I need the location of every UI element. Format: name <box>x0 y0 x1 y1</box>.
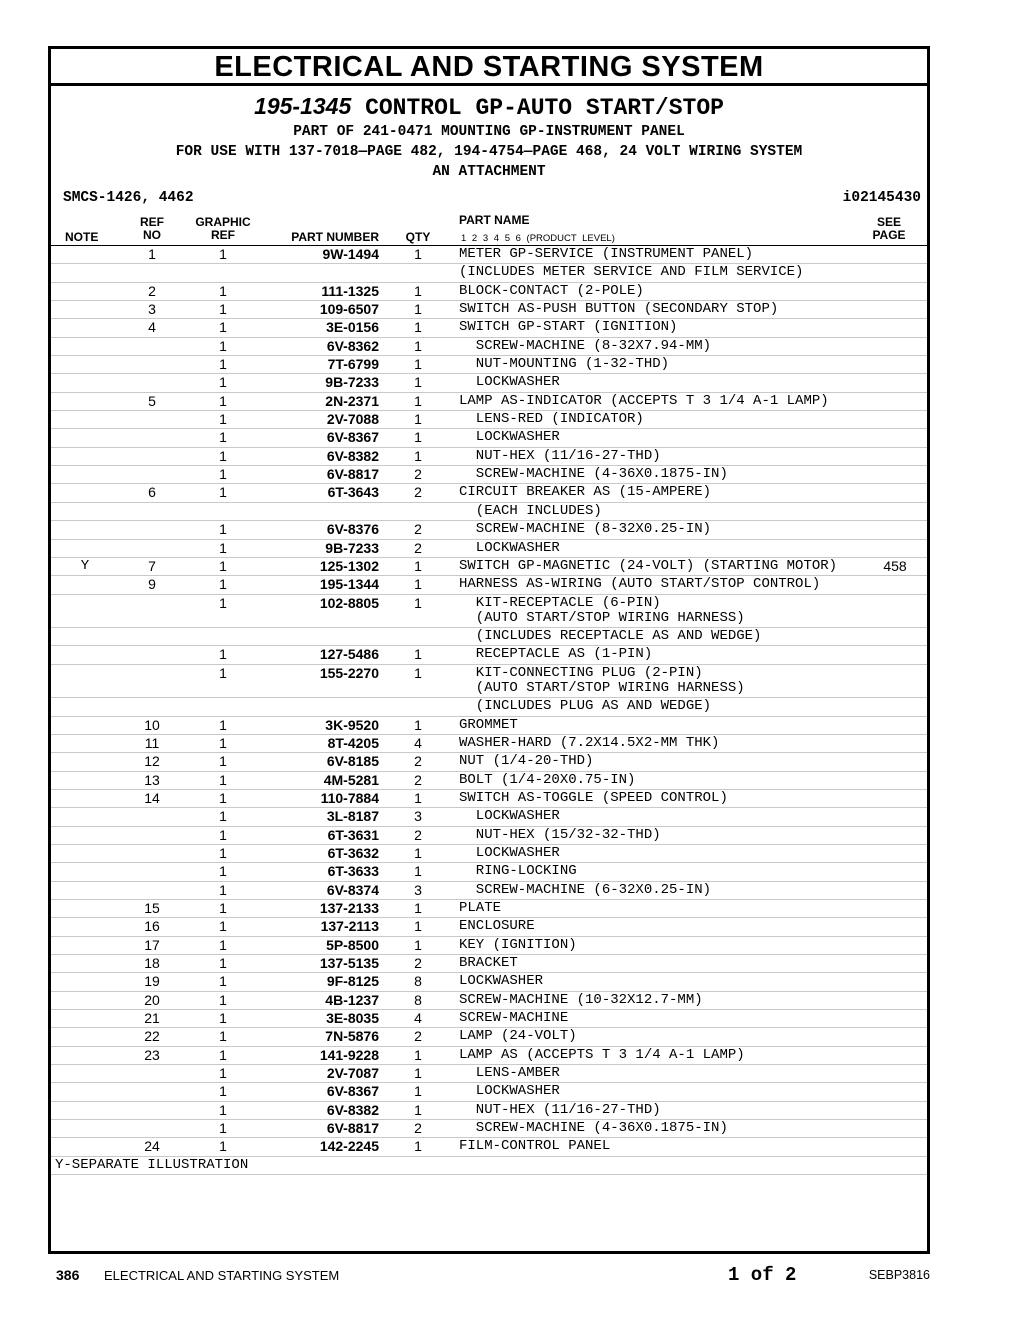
table-row <box>51 540 927 558</box>
cell-part-name: NUT (1/4-20-THD) <box>459 753 594 770</box>
table-row <box>51 319 927 337</box>
cell-qty: 1 <box>414 664 422 681</box>
cell-part-number: 6T-3632 <box>327 844 379 861</box>
cell-part-name: PLATE <box>459 900 502 916</box>
cell-part-number: 3E-8035 <box>326 1010 379 1027</box>
table-row <box>51 1028 927 1046</box>
cell-qty: 2 <box>414 539 422 556</box>
cell-ref-no: 17 <box>144 936 160 953</box>
cell-graphic-ref: 1 <box>219 881 227 898</box>
table-row <box>51 918 927 936</box>
cell-graphic-ref: 1 <box>219 392 227 409</box>
cell-ref-no: 9 <box>148 576 156 593</box>
cell-ref-no: 10 <box>144 716 160 733</box>
cell-part-number: 127-5486 <box>319 646 379 663</box>
cell-graphic-ref: 1 <box>219 246 227 262</box>
table-row <box>51 356 927 374</box>
cell-qty: 8 <box>414 973 422 990</box>
cell-qty: 1 <box>414 716 422 733</box>
cell-graphic-ref: 1 <box>219 521 227 538</box>
table-row <box>51 576 927 594</box>
cell-ref-no: 18 <box>144 955 160 972</box>
cell-qty: 1 <box>414 918 422 935</box>
table-row <box>51 863 927 881</box>
cell-part-number: 6V-8817 <box>326 466 379 483</box>
cell-part-name: RING-LOCKING <box>459 863 577 880</box>
table-row <box>51 1047 927 1065</box>
cell-graphic-ref: 1 <box>219 716 227 733</box>
cell-ref-no: 5 <box>148 392 156 409</box>
cell-graphic-ref: 1 <box>219 429 227 446</box>
cell-part-name: (EACH INCLUDES) <box>459 502 602 519</box>
cell-part-number: 7N-5876 <box>325 1028 379 1045</box>
cell-part-number: 6V-8376 <box>326 521 379 538</box>
cell-part-number: 195-1344 <box>319 576 379 593</box>
cell-graphic-ref: 1 <box>219 1046 227 1063</box>
cell-part-name: BLOCK-CONTACT (2-POLE) <box>459 282 644 299</box>
table-row <box>51 448 927 466</box>
cell-graphic-ref: 1 <box>219 646 227 663</box>
cell-part-number: 6V-8185 <box>326 753 379 770</box>
cell-part-name: LOCKWASHER <box>459 973 544 990</box>
cell-graphic-ref: 1 <box>219 1028 227 1045</box>
cell-part-name: LOCKWASHER <box>459 539 560 556</box>
cell-graphic-ref: 1 <box>219 1101 227 1118</box>
cell-ref-no: 15 <box>144 900 160 916</box>
section-title: ELECTRICAL AND STARTING SYSTEM <box>51 49 927 86</box>
cell-part-number: 109-6507 <box>319 301 379 318</box>
cell-qty: 1 <box>414 646 422 663</box>
table-row <box>51 628 927 646</box>
cell-part-number: 7T-6799 <box>327 356 379 373</box>
header-part-number: PART NUMBER <box>291 230 379 244</box>
cell-part-name: ENCLOSURE <box>459 918 535 935</box>
cell-graphic-ref: 1 <box>219 973 227 990</box>
cell-part-name: KIT-CONNECTING PLUG (2-PIN) (AUTO START/STOP WIRING HARNESS) <box>475 664 745 696</box>
cell-part-name: LOCKWASHER <box>459 808 560 825</box>
cell-graphic-ref: 1 <box>219 411 227 428</box>
table-row <box>51 665 927 699</box>
table-row <box>51 558 927 576</box>
part-of-line: PART OF 241-0471 MOUNTING GP-INSTRUMENT PANEL <box>293 124 685 140</box>
cell-part-number: 6V-8374 <box>326 881 379 898</box>
table-row <box>51 264 927 282</box>
table-row <box>51 808 927 826</box>
cell-part-number: 102-8805 <box>319 594 379 611</box>
cell-part-number: 6V-8817 <box>326 1120 379 1137</box>
cell-graphic-ref: 1 <box>219 282 227 299</box>
cell-part-name: (INCLUDES METER SERVICE AND FILM SERVICE) <box>459 264 804 281</box>
cell-part-name: HARNESS AS-WIRING (AUTO START/STOP CONTROL) <box>459 576 821 593</box>
cell-qty: 1 <box>414 900 422 916</box>
header-note: NOTE <box>65 230 99 244</box>
table-row <box>51 717 927 735</box>
cell-part-number: 9B-7233 <box>325 539 379 556</box>
cell-part-number: 137-5135 <box>319 955 379 972</box>
cell-qty: 3 <box>414 808 422 825</box>
cell-part-name: SWITCH GP-START (IGNITION) <box>459 319 678 336</box>
table-row <box>51 900 927 918</box>
cell-qty: 2 <box>414 466 422 483</box>
smcs-code: SMCS-1426, 4462 <box>63 190 194 206</box>
cell-ref-no: 12 <box>144 753 160 770</box>
cell-part-name: BOLT (1/4-20X0.75-IN) <box>459 771 636 788</box>
cell-graphic-ref: 1 <box>219 466 227 483</box>
cell-part-number: 2V-7087 <box>326 1065 379 1082</box>
table-row <box>51 973 927 991</box>
cell-graphic-ref: 1 <box>219 301 227 318</box>
header-ref-no: REF NO <box>140 215 164 242</box>
cell-qty: 1 <box>414 1138 422 1155</box>
cell-part-number: 2N-2371 <box>325 392 379 409</box>
cell-graphic-ref: 1 <box>219 753 227 770</box>
table-row <box>51 790 927 808</box>
cell-qty: 1 <box>414 337 422 354</box>
illustration-id: i02145430 <box>842 190 921 206</box>
group-number: 195-1345 <box>254 93 352 119</box>
cell-qty: 2 <box>414 955 422 972</box>
cell-graphic-ref: 1 <box>219 1083 227 1100</box>
cell-graphic-ref: 1 <box>219 789 227 806</box>
cell-part-name: NUT-MOUNTING (1-32-THD) <box>459 356 670 373</box>
cell-part-number: 3L-8187 <box>326 808 379 825</box>
parts-table-body <box>51 246 927 1175</box>
cell-qty: 1 <box>414 863 422 880</box>
cell-qty: 2 <box>414 771 422 788</box>
cell-part-number: 8T-4205 <box>327 734 379 751</box>
cell-qty: 2 <box>414 826 422 843</box>
cell-ref-no: 16 <box>144 918 160 935</box>
table-row <box>51 1102 927 1120</box>
cell-part-number: 3E-0156 <box>326 319 379 336</box>
header-graphic-ref: GRAPHIC REF <box>195 215 251 242</box>
cell-part-name: LAMP AS-INDICATOR (ACCEPTS T 3 1/4 A-1 LAMP) <box>459 392 829 409</box>
cell-qty: 1 <box>414 301 422 318</box>
cell-graphic-ref: 1 <box>219 1120 227 1137</box>
page-footer <box>48 1264 930 1288</box>
cell-part-name: LOCKWASHER <box>459 844 560 861</box>
cell-graphic-ref: 1 <box>219 844 227 861</box>
for-use-line: FOR USE WITH 137-7018—PAGE 482, 194-4754—PAGE 468, 24 VOLT WIRING SYSTEM <box>175 144 803 160</box>
cell-qty: 1 <box>414 1101 422 1118</box>
cell-ref-no: 24 <box>144 1138 160 1155</box>
cell-part-name: LAMP AS (ACCEPTS T 3 1/4 A-1 LAMP) <box>459 1046 745 1063</box>
cell-qty: 1 <box>414 936 422 953</box>
cell-part-number: 2V-7088 <box>326 411 379 428</box>
cell-part-number: 6T-3643 <box>327 484 379 501</box>
cell-part-name: (INCLUDES PLUG AS AND WEDGE) <box>459 698 712 715</box>
cell-qty: 3 <box>414 881 422 898</box>
cell-part-number: 5P-8500 <box>326 936 379 953</box>
table-row <box>51 955 927 973</box>
table-row <box>51 246 927 264</box>
cell-part-name: LOCKWASHER <box>459 374 560 391</box>
cell-part-number: 6V-8382 <box>326 1101 379 1118</box>
table-row <box>51 845 927 863</box>
cell-graphic-ref: 1 <box>219 539 227 556</box>
cell-ref-no: 7 <box>148 557 156 574</box>
smcs-row <box>51 190 927 210</box>
cell-qty: 1 <box>414 374 422 391</box>
table-row <box>51 735 927 753</box>
cell-part-name: SWITCH GP-MAGNETIC (24-VOLT) (STARTING MOTOR) <box>459 557 838 574</box>
cell-ref-no: 14 <box>144 789 160 806</box>
cell-graphic-ref: 1 <box>219 664 227 681</box>
cell-part-number: 3K-9520 <box>325 716 379 733</box>
cell-part-name: SCREW-MACHINE (8-32X7.94-MM) <box>459 337 712 354</box>
header-product-level: 1 2 3 4 5 6 (PRODUCT LEVEL) <box>461 233 615 244</box>
cell-qty: 1 <box>414 789 422 806</box>
cell-qty: 4 <box>414 734 422 751</box>
table-row <box>51 283 927 301</box>
table-row <box>51 1083 927 1101</box>
cell-qty: 1 <box>414 411 422 428</box>
cell-ref-no: 19 <box>144 973 160 990</box>
cell-graphic-ref: 1 <box>219 826 227 843</box>
cell-graphic-ref: 1 <box>219 955 227 972</box>
cell-part-name: GROMMET <box>459 716 518 733</box>
cell-ref-no: 6 <box>148 484 156 501</box>
group-title <box>51 92 927 122</box>
table-row <box>51 466 927 484</box>
cell-graphic-ref: 1 <box>219 1010 227 1027</box>
table-row <box>51 484 927 502</box>
cell-qty: 2 <box>414 1120 422 1137</box>
cell-qty: 1 <box>414 356 422 373</box>
cell-part-name: LOCKWASHER <box>459 429 560 446</box>
cell-part-number: 4B-1237 <box>325 991 379 1008</box>
table-row <box>51 393 927 411</box>
cell-qty: 1 <box>414 282 422 299</box>
cell-part-name: BRACKET <box>459 955 518 972</box>
cell-part-name: NUT-HEX (15/32-32-THD) <box>459 826 661 843</box>
footnote-row <box>51 1157 927 1175</box>
cell-ref-no: 1 <box>148 246 156 262</box>
cell-qty: 1 <box>414 447 422 464</box>
cell-part-name: CIRCUIT BREAKER AS (15-AMPERE) <box>459 484 712 501</box>
group-name: CONTROL GP-AUTO START/STOP <box>365 95 724 121</box>
cell-qty: 2 <box>414 521 422 538</box>
table-row <box>51 411 927 429</box>
cell-part-number: 137-2133 <box>319 900 379 916</box>
cell-part-name: NUT-HEX (11/16-27-THD) <box>459 1101 661 1118</box>
table-row <box>51 772 927 790</box>
cell-graphic-ref: 1 <box>219 991 227 1008</box>
cell-part-number: 9F-8125 <box>326 973 379 990</box>
cell-ref-no: 21 <box>144 1010 160 1027</box>
cell-part-name: METER GP-SERVICE (INSTRUMENT PANEL) <box>459 246 754 262</box>
cell-part-name: SCREW-MACHINE (8-32X0.25-IN) <box>459 521 712 538</box>
cell-graphic-ref: 1 <box>219 576 227 593</box>
cell-graphic-ref: 1 <box>219 1138 227 1155</box>
header-see-page: SEE PAGE <box>872 215 906 242</box>
table-row <box>51 429 927 447</box>
cell-qty: 1 <box>414 429 422 446</box>
table-row <box>51 698 927 716</box>
footnote: Y-SEPARATE ILLUSTRATION <box>55 1156 249 1173</box>
cell-ref-no: 3 <box>148 301 156 318</box>
cell-ref-no: 23 <box>144 1046 160 1063</box>
cell-part-number: 6T-3633 <box>327 863 379 880</box>
cell-part-number: 125-1302 <box>319 557 379 574</box>
cell-graphic-ref: 1 <box>219 374 227 391</box>
cell-qty: 2 <box>414 1028 422 1045</box>
cell-qty: 8 <box>414 991 422 1008</box>
cell-graphic-ref: 1 <box>219 557 227 574</box>
attachment-line: AN ATTACHMENT <box>432 164 546 180</box>
cell-graphic-ref: 1 <box>219 319 227 336</box>
table-row <box>51 1120 927 1138</box>
cell-graphic-ref: 1 <box>219 1065 227 1082</box>
cell-qty: 1 <box>414 844 422 861</box>
cell-part-name: SWITCH AS-TOGGLE (SPEED CONTROL) <box>459 789 728 806</box>
cell-part-number: 6T-3631 <box>327 826 379 843</box>
cell-qty: 1 <box>414 1046 422 1063</box>
cell-graphic-ref: 1 <box>219 594 227 611</box>
cell-qty: 4 <box>414 1010 422 1027</box>
cell-part-name: LENS-AMBER <box>459 1065 560 1082</box>
cell-qty: 1 <box>414 392 422 409</box>
cell-qty: 1 <box>414 594 422 611</box>
cell-qty: 1 <box>414 576 422 593</box>
cell-part-name: KIT-RECEPTACLE (6-PIN) (AUTO START/STOP WIRING HARNESS) <box>475 594 745 626</box>
table-row <box>51 1065 927 1083</box>
cell-ref-no: 20 <box>144 991 160 1008</box>
table-row <box>51 753 927 771</box>
cell-part-number: 9B-7233 <box>325 374 379 391</box>
cell-part-number: 6V-8367 <box>326 429 379 446</box>
cell-graphic-ref: 1 <box>219 447 227 464</box>
page-number: 386 <box>56 1267 80 1283</box>
cell-part-number: 110-7884 <box>320 789 379 806</box>
footer-section: ELECTRICAL AND STARTING SYSTEM <box>104 1268 340 1283</box>
table-row <box>51 992 927 1010</box>
cell-ref-no: 2 <box>148 282 156 299</box>
table-row <box>51 521 927 539</box>
cell-note: Y <box>80 557 90 574</box>
cell-part-name: KEY (IGNITION) <box>459 936 577 953</box>
cell-part-name: SCREW-MACHINE <box>459 1010 569 1027</box>
cell-qty: 2 <box>414 484 422 501</box>
cell-graphic-ref: 1 <box>219 863 227 880</box>
cell-see-page: 458 <box>883 557 907 574</box>
cell-part-name: NUT-HEX (11/16-27-THD) <box>459 447 661 464</box>
cell-part-number: 6V-8362 <box>326 337 379 354</box>
cell-qty: 2 <box>414 753 422 770</box>
cell-ref-no: 4 <box>148 319 156 336</box>
cell-qty: 1 <box>414 557 422 574</box>
cell-part-name: LOCKWASHER <box>459 1083 560 1100</box>
table-row <box>51 937 927 955</box>
cell-part-number: 155-2270 <box>319 664 379 681</box>
cell-part-number: 4M-5281 <box>323 771 379 788</box>
cell-part-name: RECEPTACLE AS (1-PIN) <box>459 646 653 663</box>
table-row <box>51 882 927 900</box>
cell-graphic-ref: 1 <box>219 936 227 953</box>
cell-graphic-ref: 1 <box>219 900 227 916</box>
table-row <box>51 1010 927 1028</box>
cell-graphic-ref: 1 <box>219 808 227 825</box>
cell-part-number: 137-2113 <box>320 918 379 935</box>
cell-part-name: SCREW-MACHINE (10-32X12.7-MM) <box>459 991 703 1008</box>
cell-graphic-ref: 1 <box>219 337 227 354</box>
cell-part-number: 111-1325 <box>321 282 379 299</box>
cell-part-name: FILM-CONTROL PANEL <box>459 1138 611 1155</box>
cell-qty: 1 <box>414 1083 422 1100</box>
cell-qty: 1 <box>414 246 422 262</box>
table-row <box>51 595 927 629</box>
cell-part-name: LENS-RED (INDICATOR) <box>459 411 644 428</box>
table-row <box>51 374 927 392</box>
table-row <box>51 503 927 521</box>
table-row <box>51 301 927 319</box>
header-qty: QTY <box>405 230 431 244</box>
cell-part-name: SCREW-MACHINE (6-32X0.25-IN) <box>459 881 712 898</box>
table-header <box>51 213 927 246</box>
cell-ref-no: 11 <box>144 734 160 751</box>
document-id: SEBP3816 <box>868 1268 930 1282</box>
cell-ref-no: 22 <box>144 1028 160 1045</box>
page-of: 1 of 2 <box>728 1264 797 1286</box>
cell-part-number: 6V-8367 <box>326 1083 379 1100</box>
table-row <box>51 827 927 845</box>
cell-part-number: 6V-8382 <box>326 447 379 464</box>
cell-graphic-ref: 1 <box>219 734 227 751</box>
table-row <box>51 646 927 664</box>
table-row <box>51 338 927 356</box>
cell-graphic-ref: 1 <box>219 356 227 373</box>
cell-ref-no: 13 <box>144 771 160 788</box>
cell-graphic-ref: 1 <box>219 484 227 501</box>
parts-page-frame <box>48 46 930 1254</box>
cell-graphic-ref: 1 <box>219 918 227 935</box>
cell-part-number: 141-9228 <box>319 1046 379 1063</box>
cell-part-name: SCREW-MACHINE (4-36X0.1875-IN) <box>459 466 728 483</box>
table-row <box>51 1138 927 1156</box>
cell-part-name: (INCLUDES RECEPTACLE AS AND WEDGE) <box>459 628 762 645</box>
cell-graphic-ref: 1 <box>219 771 227 788</box>
cell-part-name: SWITCH AS-PUSH BUTTON (SECONDARY STOP) <box>459 301 779 318</box>
header-part-name: PART NAME <box>459 213 530 227</box>
cell-qty: 1 <box>414 319 422 336</box>
cell-part-name: WASHER-HARD (7.2X14.5X2-MM THK) <box>459 734 720 751</box>
cell-part-name: LAMP (24-VOLT) <box>459 1028 577 1045</box>
cell-part-number: 9W-1494 <box>322 246 379 262</box>
cell-part-number: 142-2245 <box>319 1138 379 1155</box>
cell-part-name: SCREW-MACHINE (4-36X0.1875-IN) <box>459 1120 728 1137</box>
cell-qty: 1 <box>414 1065 422 1082</box>
